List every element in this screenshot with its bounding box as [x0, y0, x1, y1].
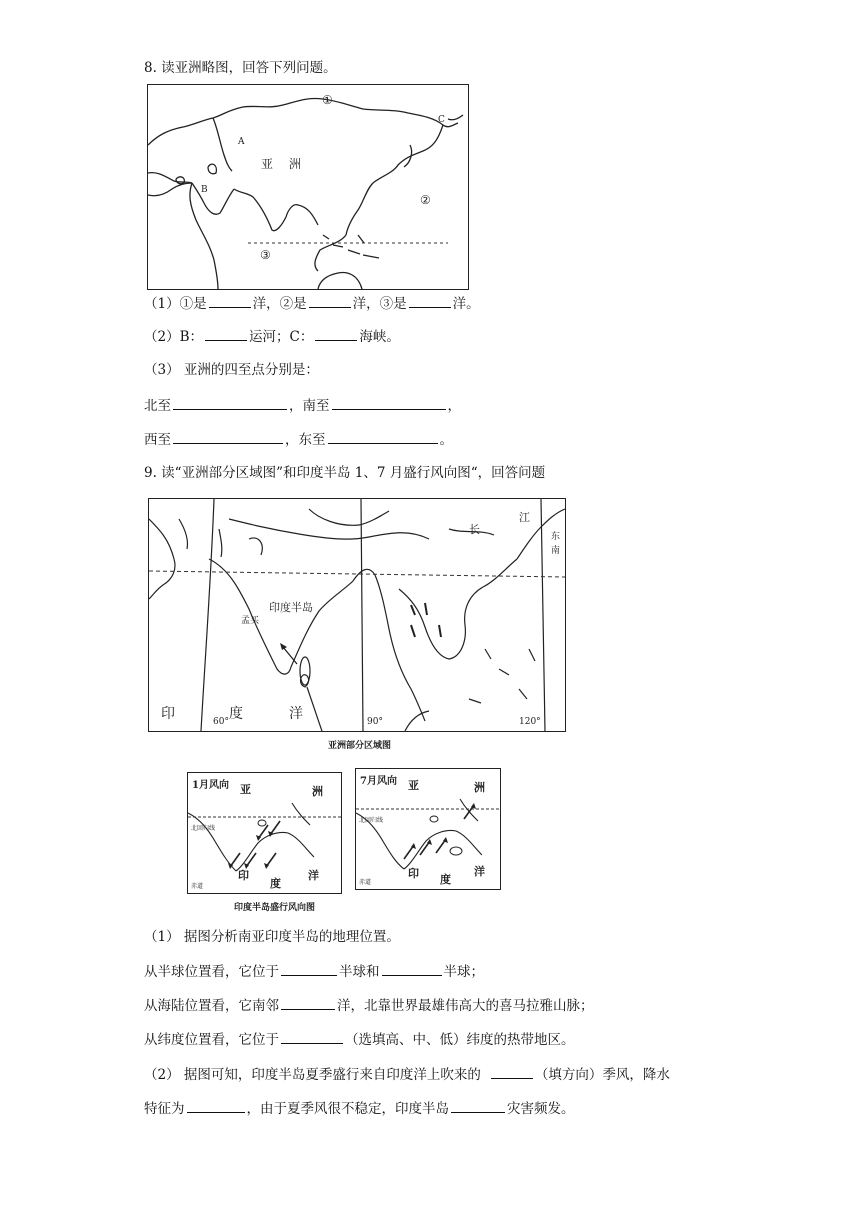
jan-equator-label: 赤道 — [191, 883, 204, 890]
answer-blank[interactable] — [187, 1098, 245, 1113]
changjiang-label-2: 江 — [519, 511, 530, 524]
answer-blank[interactable] — [281, 1029, 343, 1044]
q8-part1: （1）①是 洋，②是 洋，③是 洋。 — [144, 293, 480, 314]
answer-blank[interactable] — [332, 395, 446, 410]
jul-equator-label: 赤道 — [359, 879, 372, 886]
answer-blank[interactable] — [173, 395, 287, 410]
answer-blank[interactable] — [309, 293, 351, 308]
q9-sea-land: 从海陆位置看，它南邻 洋，北靠世界最雄伟高大的喜马拉雅山脉； — [144, 995, 594, 1016]
jul-ocean-label-2: 度 — [440, 873, 451, 886]
q9-title: 9. 读“亚洲部分区域图”和印度半岛 1、7 月盛行风向图“，回答问题 — [144, 465, 546, 481]
changjiang-label-1: 长 — [469, 523, 480, 536]
q8-title: 8. 读亚洲略图，回答下列问题。 — [144, 60, 337, 76]
peninsula-label: 印度半岛 — [269, 601, 313, 614]
jan-ocean-label-1: 印 — [238, 869, 249, 882]
jan-asia-label-2: 洲 — [312, 785, 323, 798]
q9-part2: （2） 据图可知，印度半岛夏季盛行来自印度洋上吹来的 （填方向）季风，降水 — [144, 1064, 670, 1085]
region-outline-figure — [149, 499, 565, 731]
wind-map-caption: 印度半岛盛行风向图 — [234, 903, 316, 913]
jul-wind-map — [355, 768, 501, 890]
lon-60-label: 60° — [213, 717, 229, 727]
answer-blank[interactable] — [209, 293, 251, 308]
asia-map — [147, 84, 469, 290]
jul-wind-title: 7月风向 — [360, 776, 397, 787]
region-map-caption: 亚洲部分区域图 — [328, 741, 392, 751]
jul-tropic-label: 北回归线 — [359, 817, 384, 824]
q8-north-south: 北至 ，南至 ， — [144, 395, 461, 416]
q8-west-east: 西至 ，东至 。 — [144, 429, 453, 450]
answer-blank[interactable] — [451, 1098, 505, 1113]
answer-blank[interactable] — [328, 429, 438, 444]
jul-ocean-label-3: 洋 — [474, 865, 485, 878]
ocean-mark-3: ③ — [260, 248, 271, 262]
ocean-label-3: 洋 — [289, 706, 303, 722]
q8-part3: （3） 亚洲的四至点分别是： — [144, 362, 319, 378]
lon-120-label: 120° — [519, 717, 541, 727]
q9-hemisphere: 从半球位置看，它位于 半球和 半球； — [144, 961, 484, 982]
dongnan-label-1: 东 — [551, 532, 561, 542]
ocean-mark-2: ② — [420, 193, 431, 207]
ocean-mark-1: ① — [322, 93, 333, 107]
dongnan-label-2: 南 — [551, 546, 561, 556]
answer-blank[interactable] — [281, 961, 337, 976]
q9-part1: （1） 据图分析南亚印度半岛的地理位置。 — [144, 929, 400, 945]
q9-rain-feature: 特征为 ，由于夏季风很不稳定，印度半岛 灾害频发。 — [144, 1098, 575, 1119]
continent-label: 亚 洲 — [261, 157, 307, 171]
asia-outline-figure — [148, 85, 468, 289]
asia-region-map — [148, 498, 566, 732]
jul-asia-label-1: 亚 — [408, 779, 419, 792]
ocean-label-1: 印 — [161, 706, 175, 722]
answer-blank[interactable] — [281, 995, 335, 1010]
answer-blank[interactable] — [382, 961, 442, 976]
answer-blank[interactable] — [315, 326, 357, 341]
jan-wind-map — [187, 772, 342, 894]
jan-ocean-label-2: 度 — [270, 877, 281, 890]
answer-blank[interactable] — [205, 326, 247, 341]
jan-asia-label-1: 亚 — [240, 783, 251, 796]
jul-asia-label-2: 洲 — [474, 781, 485, 794]
jan-wind-title: 1月风向 — [192, 780, 229, 791]
q9-latitude: 从纬度位置看，它位于 （选填高、中、低）纬度的热带地区。 — [144, 1029, 575, 1050]
answer-blank[interactable] — [409, 293, 451, 308]
lon-90-label: 90° — [367, 717, 383, 727]
q8-part2: （2）B： 运河；C： 海峡。 — [144, 326, 400, 347]
answer-blank[interactable] — [491, 1064, 533, 1079]
answer-blank[interactable] — [173, 429, 283, 444]
jan-ocean-label-3: 洋 — [308, 869, 319, 882]
mumbai-label: 孟买 — [241, 616, 260, 626]
point-a-label: A — [238, 137, 245, 147]
jul-ocean-label-1: 印 — [408, 867, 419, 880]
ocean-label-2: 度 — [229, 706, 243, 722]
point-b-label: B — [201, 185, 208, 195]
jan-tropic-label: 北回归线 — [191, 825, 216, 832]
point-c-label: C — [438, 115, 445, 125]
